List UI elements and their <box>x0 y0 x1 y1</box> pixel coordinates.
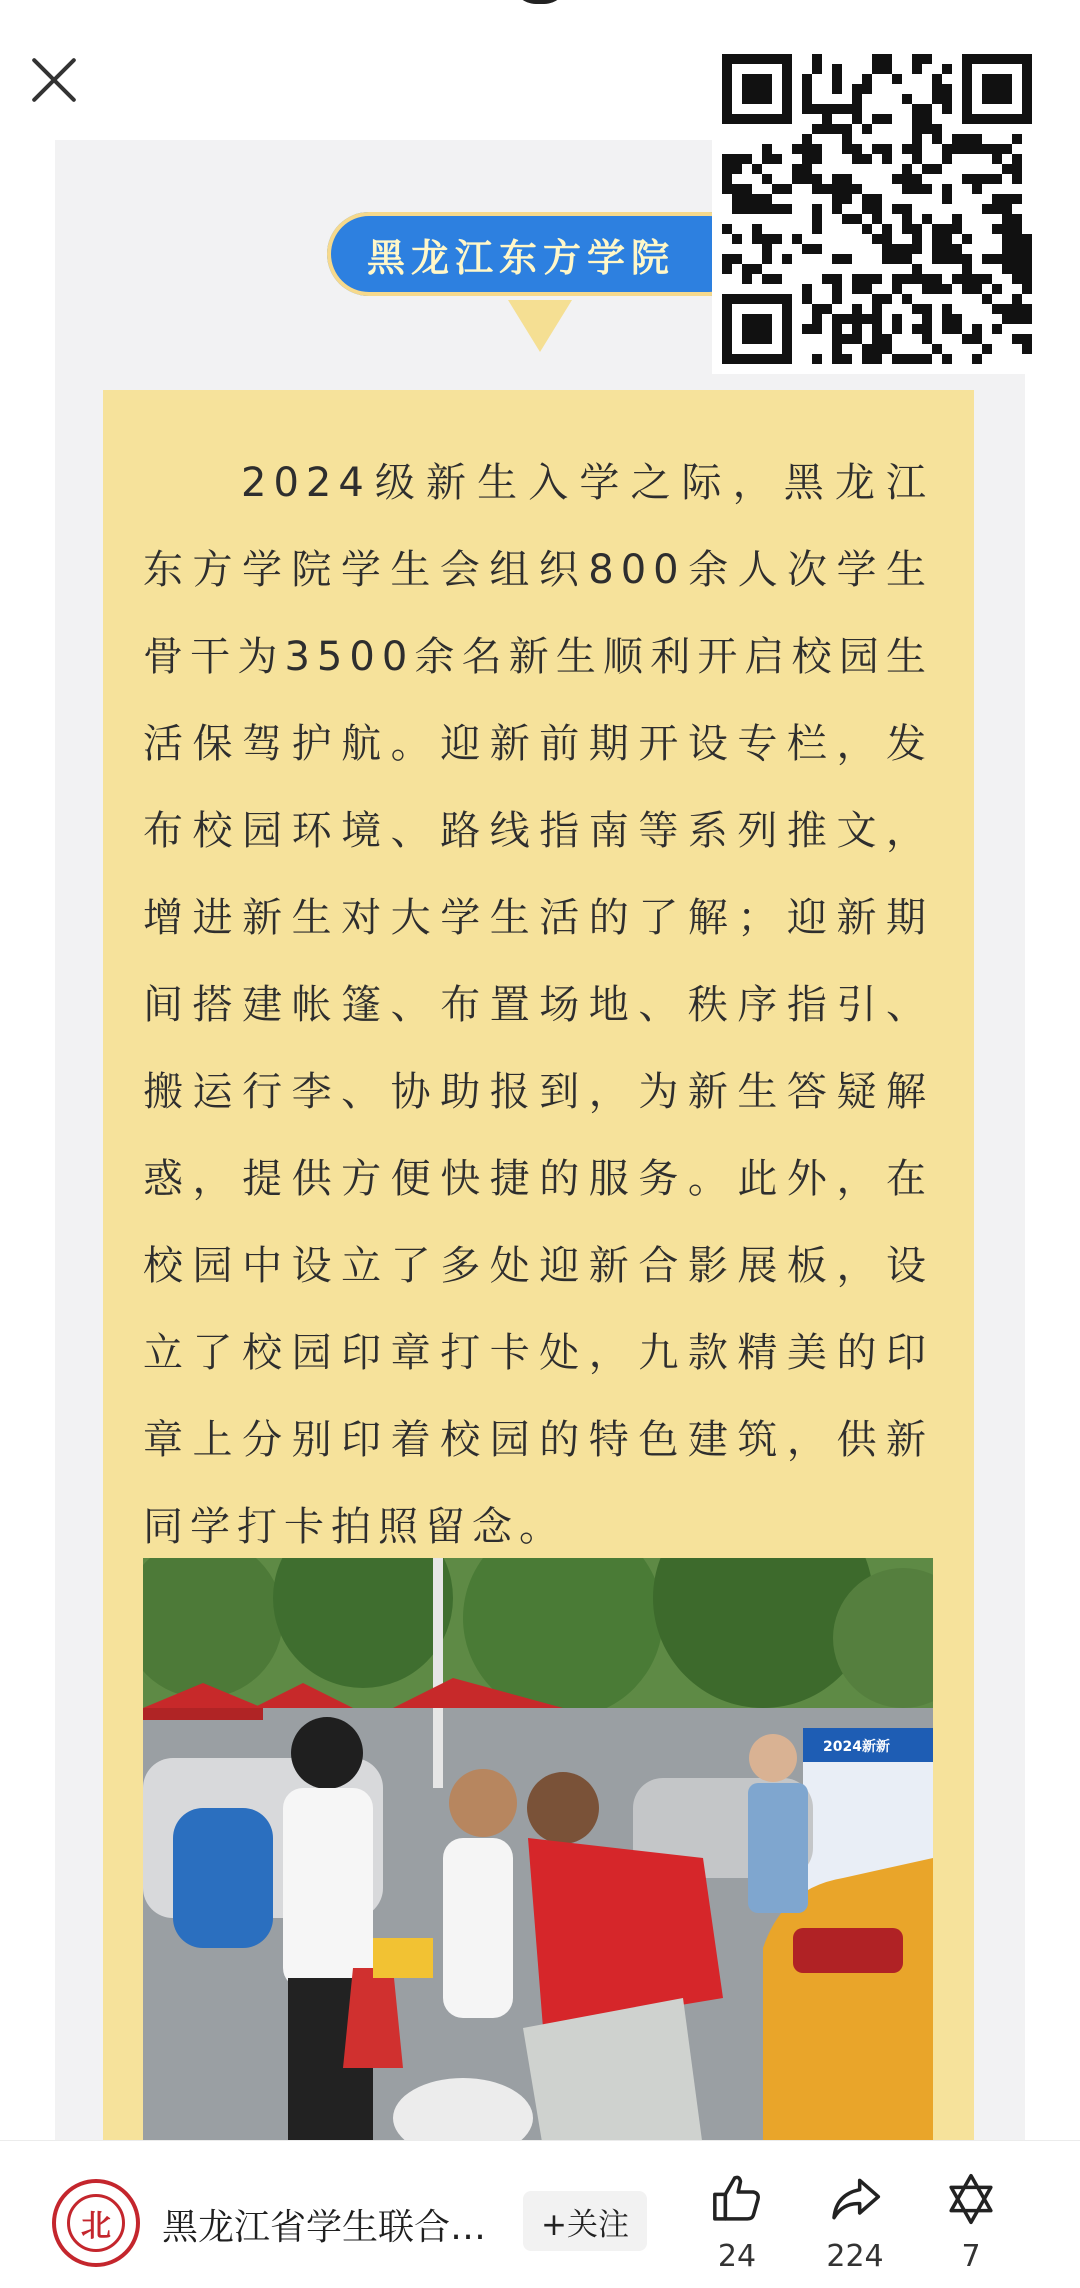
qr-code-graphic <box>712 44 1042 374</box>
tag-pointer <box>508 300 572 352</box>
hexagram-icon <box>943 2171 999 2227</box>
photo-scene <box>143 1558 933 2148</box>
avatar-emblem: 北 <box>67 2194 125 2252</box>
school-name-tag: 黑龙江东方学院 <box>327 212 751 296</box>
like-count: 24 <box>717 2239 757 2274</box>
camera-notch <box>512 0 568 4</box>
share-button[interactable] <box>810 2171 900 2274</box>
follow-button[interactable]: +关注 <box>523 2191 647 2251</box>
author-name[interactable]: 黑龙江省学生联合… <box>162 2207 487 2248</box>
photo-sign-text: 2024新新 <box>823 1739 890 1755</box>
thumbs-up-icon <box>709 2171 765 2227</box>
article-photo <box>143 1558 933 2148</box>
author-avatar[interactable] <box>52 2179 140 2267</box>
share-count: 224 <box>826 2239 884 2274</box>
article-card <box>103 390 974 2170</box>
qr-code <box>712 44 1042 374</box>
share-icon <box>827 2171 883 2227</box>
close-icon[interactable] <box>26 52 82 108</box>
article-paragraph: 2024级新生入学之际，黑龙江东方学院学生会组织800余人次学生骨干为3500余名新生顺利开启校园生活保驾护航。迎新前期开设专栏，发布校园环境、路线指南等系列推文，增进新生对大学生活的了解；迎新期间搭建帐篷、布置场地、秩序指引、搬运行李、协助报到，为新生答疑解惑，提供方便快捷的服务。此外，在校园中设立了多处迎新合影展板，设立了校园印章打卡处，九款精美的印章上分别印着校园的特色建筑，供新同学打卡拍照留念。 <box>143 460 933 1550</box>
hexagram-button[interactable] <box>926 2171 1016 2274</box>
hexagram-count: 7 <box>961 2239 981 2274</box>
bottom-bar <box>0 2140 1080 2288</box>
photo-pole <box>433 1558 443 1788</box>
like-button[interactable] <box>692 2171 782 2274</box>
